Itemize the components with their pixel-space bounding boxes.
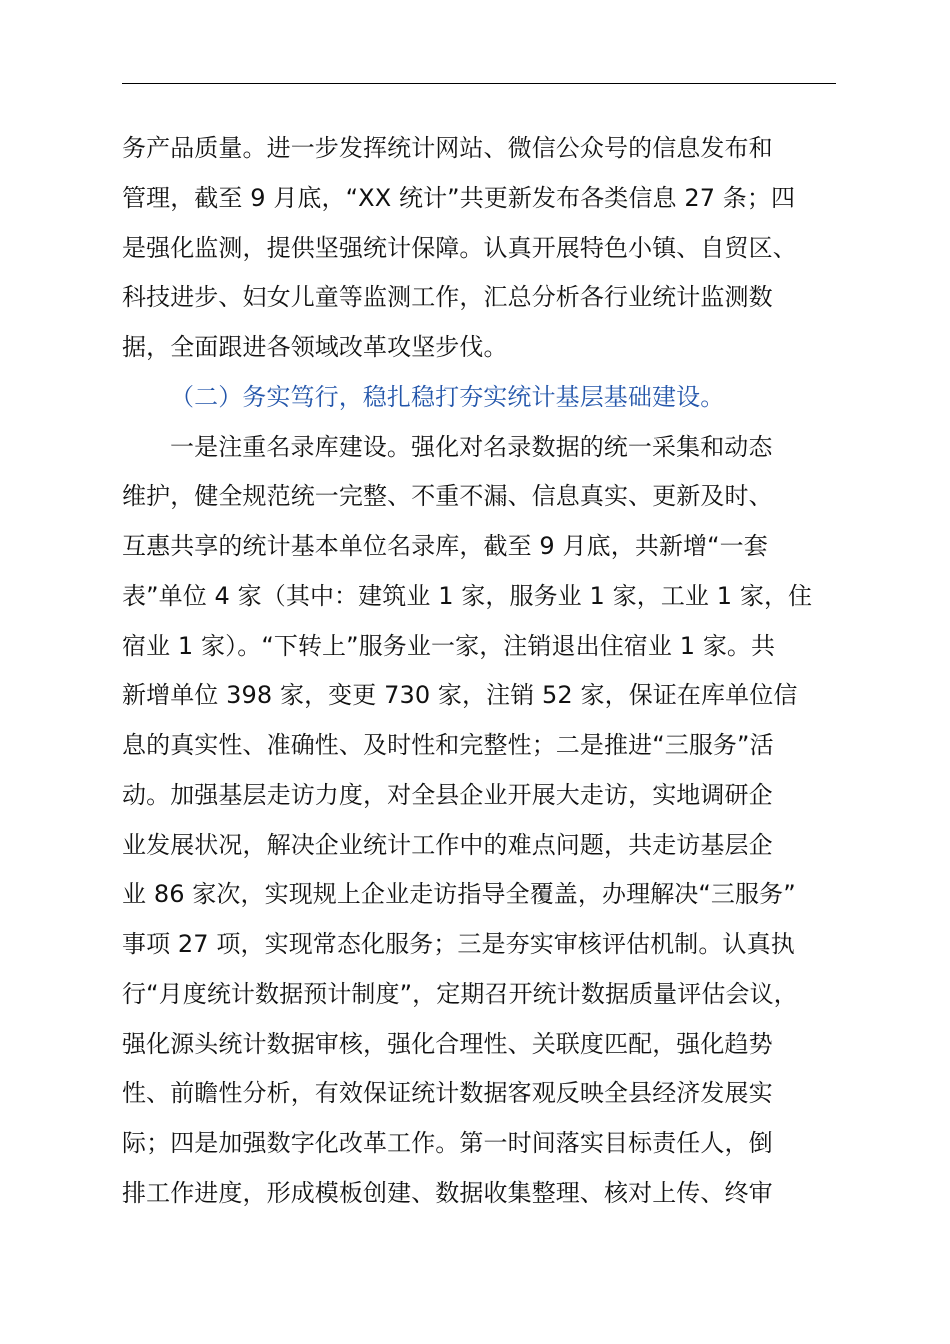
paragraph-line: 排工作进度，形成模板创建、数据收集整理、核对上传、终审	[122, 1178, 773, 1207]
header-rule	[122, 83, 836, 84]
paragraph-line: 维护，健全规范统一完整、不重不漏、信息真实、更新及时、	[122, 482, 773, 511]
paragraph-line: 科技进步、妇女儿童等监测工作，汇总分析各行业统计监测数	[122, 283, 773, 312]
paragraph-line: 表”单位 4 家（其中：建筑业 1 家，服务业 1 家，工业 1 家，住	[122, 581, 813, 610]
paragraph-line: 一是注重名录库建设。强化对名录数据的统一采集和动态	[170, 432, 773, 461]
paragraph-line: 动。加强基层走访力度，对全县企业开展大走访，实地调研企	[122, 780, 773, 809]
paragraph-line: 互惠共享的统计基本单位名录库，截至 9 月底，共新增“一套	[122, 532, 768, 560]
section-heading: （二）务实笃行，稳扎稳打夯实统计基层基础建设。	[170, 382, 725, 411]
paragraph-line: 性、前瞻性分析，有效保证统计数据客观反映全县经济发展实	[122, 1079, 773, 1108]
paragraph-line: 新增单位 398 家，变更 730 家，注销 52 家，保证在库单位信	[122, 681, 798, 710]
paragraph-line: 管理，截至 9 月底，“XX 统计”共更新发布各类信息 27 条；四	[122, 183, 796, 212]
document-body	[122, 124, 862, 1219]
paragraph-line: 事项 27 项，实现常态化服务；三是夯实审核评估机制。认真执	[122, 930, 795, 958]
paragraph-line: 业发展状况，解决企业统计工作中的难点问题，共走访基层企	[122, 830, 773, 859]
paragraph-line: 据，全面跟进各领域改革攻坚步伐。	[122, 333, 508, 361]
paragraph-line: 宿业 1 家）。“下转上”服务业一家，注销退出住宿业 1 家。共	[122, 631, 776, 660]
paragraph-line: 是强化监测，提供坚强统计保障。认真开展特色小镇、自贸区、	[122, 233, 797, 262]
paragraph-line: 息的真实性、准确性、及时性和完整性；二是推进“三服务”活	[122, 731, 774, 759]
paragraph-line: 际；四是加强数字化改革工作。第一时间落实目标责任人，倒	[122, 1129, 773, 1157]
paragraph-line: 务产品质量。进一步发挥统计网站、微信公众号的信息发布和	[122, 134, 773, 162]
paragraph-line: 业 86 家次，实现规上企业走访指导全覆盖，办理解决“三服务”	[122, 880, 796, 909]
paragraph-line: 强化源头统计数据审核，强化合理性、关联度匹配，强化趋势	[122, 1029, 773, 1058]
paragraph-line: 行“月度统计数据预计制度”，定期召开统计数据质量评估会议，	[122, 979, 798, 1008]
